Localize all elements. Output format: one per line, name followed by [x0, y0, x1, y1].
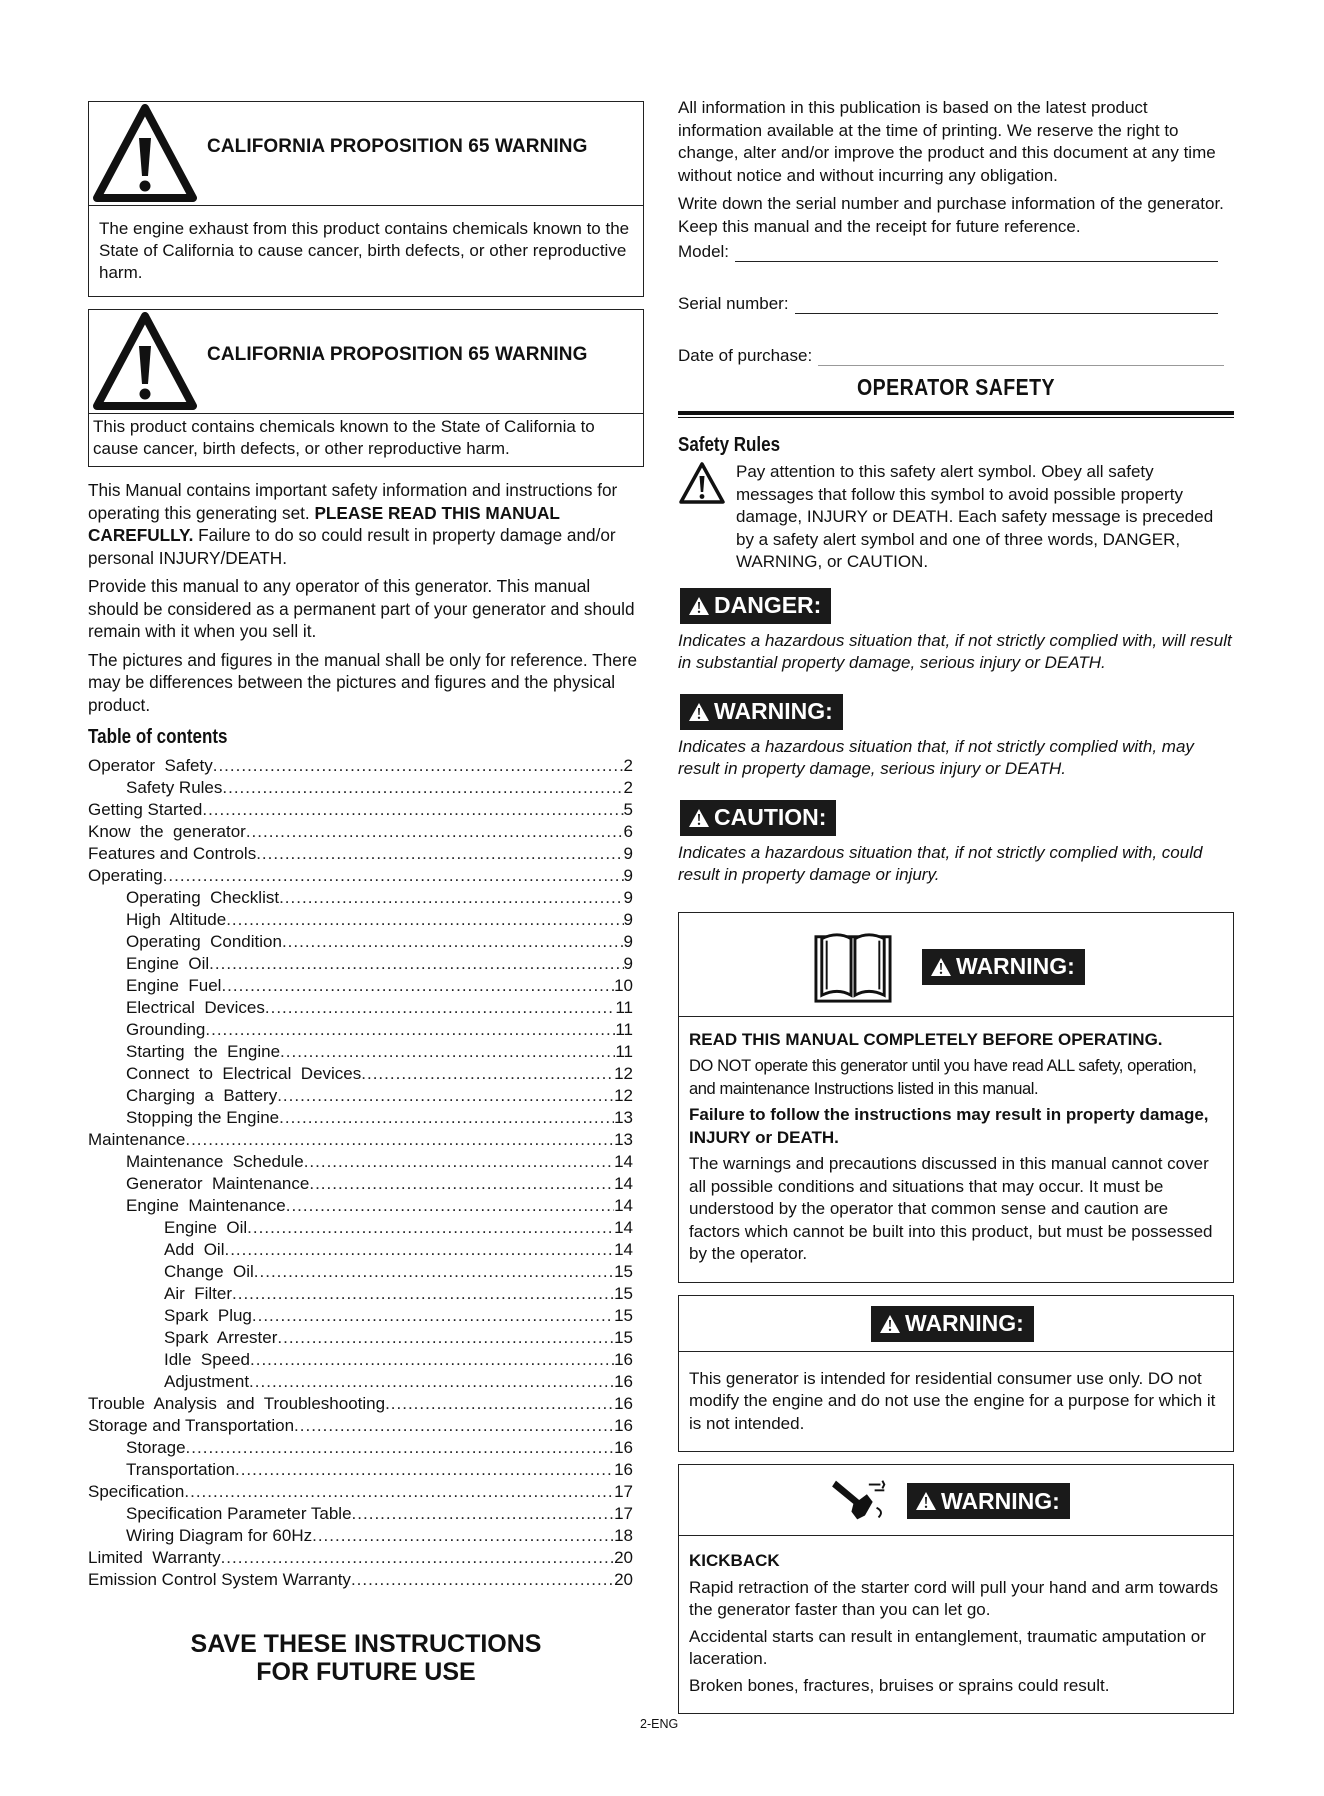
toc-entry-page: 12	[614, 1086, 633, 1105]
kickback-heading: KICKBACK	[689, 1551, 780, 1570]
serial-instructions: Write down the serial number and purchase information of the generator. Keep this manual and the receipt for future reference.	[678, 194, 1224, 236]
toc-entry-page: 16	[614, 1416, 633, 1435]
safety-alert-text: Pay attention to this safety alert symbol. Obey all safety messages that follow this symbol to avoid possible property damage, INJURY or DEATH. Each safety message is preceded by a safety alert symbol and one of three words, DANGER, WARNING, or CAUTION.	[736, 462, 1214, 571]
toc-entry	[88, 1129, 633, 1151]
toc-entry	[88, 1393, 633, 1415]
toc-entry	[88, 821, 633, 843]
toc-entry	[88, 975, 633, 997]
toc-entry-page: 6	[623, 822, 633, 841]
toc-entry	[88, 1305, 633, 1327]
alert-triangle-icon	[930, 957, 952, 977]
read-manual-warning-box	[678, 912, 1234, 1283]
warning-badge: WARNING:	[680, 694, 843, 730]
toc-entry	[88, 1547, 633, 1569]
toc-leader-dots	[352, 1503, 615, 1525]
toc-leader-dots	[250, 1349, 614, 1371]
operator-safety-title: OPERATOR SAFETY	[857, 374, 1055, 400]
intro-paragraph-2: Provide this manual to any operator of this generator. This manual should be considered as a permanent part of your generator and should remain with it when you sell it.	[88, 576, 635, 641]
alert-triangle-icon	[915, 1491, 937, 1511]
warning-block	[678, 694, 1234, 780]
toc-entry-title: Grounding	[126, 1020, 206, 1039]
toc-leader-dots	[246, 821, 624, 843]
toc-entry-page: 9	[623, 866, 633, 885]
toc-leader-dots	[209, 953, 623, 975]
toc-leader-dots	[205, 1019, 615, 1041]
toc-entry-page: 14	[614, 1196, 633, 1215]
residential-use-warning-box	[678, 1295, 1234, 1453]
serial-number-field[interactable]: Serial number:	[678, 292, 1218, 314]
danger-text: Indicates a hazardous situation that, if not strictly complied with, will result in substantial property damage, serious injury or DEATH.	[678, 630, 1232, 672]
toc-leader-dots	[294, 1415, 614, 1437]
toc-leader-dots	[235, 1459, 614, 1481]
toc-entry-title: Operator Safety	[88, 756, 213, 775]
toc-entry-title: Transportation	[126, 1460, 235, 1479]
toc-entry-title: Maintenance Schedule	[126, 1152, 304, 1171]
toc-entry-title: Specification Parameter Table	[126, 1504, 352, 1523]
toc-entry	[88, 1151, 633, 1173]
toc-entry	[88, 953, 633, 975]
toc-entry	[88, 931, 633, 953]
toc-entry	[88, 1173, 633, 1195]
toc-leader-dots	[221, 975, 614, 997]
toc-leader-dots	[249, 1371, 614, 1393]
toc-entry-page: 16	[614, 1350, 633, 1369]
toc-leader-dots	[280, 1041, 615, 1063]
toc-entry-page: 14	[614, 1152, 633, 1171]
toc-entry	[88, 909, 633, 931]
toc-entry-page: 13	[614, 1130, 633, 1149]
read-manual-consequence: Failure to follow the instructions may result in property damage, INJURY or DEATH.	[689, 1105, 1209, 1147]
toc-entry-title: Storage	[126, 1438, 186, 1457]
warning-badge: WARNING:	[871, 1306, 1034, 1342]
left-column	[88, 101, 644, 1591]
toc-entry-title: Change Oil	[164, 1262, 254, 1281]
toc-entry-page: 14	[614, 1174, 633, 1193]
toc-entry-title: Features and Controls	[88, 844, 257, 863]
kickback-text-2: Accidental starts can result in entanglement, traumatic amputation or laceration.	[689, 1626, 1206, 1668]
toc-leader-dots	[184, 1481, 614, 1503]
toc-entry-title: Storage and Transportation	[88, 1416, 295, 1435]
toc-entry	[88, 1459, 633, 1481]
toc-entry-page: 15	[614, 1328, 633, 1347]
caution-badge: CAUTION:	[680, 800, 836, 836]
toc-entry-title: Emission Control System Warranty	[88, 1570, 351, 1589]
toc-entry-page: 9	[623, 954, 633, 973]
toc-entry	[88, 755, 633, 777]
toc-entry-page: 20	[614, 1570, 633, 1589]
toc-entry	[88, 843, 633, 865]
save-instructions-banner: SAVE THESE INSTRUCTIONS FOR FUTURE USE	[190, 1630, 542, 1686]
manual-book-icon	[814, 927, 892, 1005]
danger-badge: DANGER:	[680, 588, 831, 624]
toc-entry-title: Engine Maintenance	[126, 1196, 286, 1215]
toc-entry	[88, 1569, 633, 1591]
toc-entry	[88, 997, 633, 1019]
toc-leader-dots	[221, 1547, 615, 1569]
toc-entry	[88, 1525, 633, 1547]
toc-entry-title: Trouble Analysis and Troubleshooting	[88, 1394, 386, 1413]
toc-entry-page: 16	[614, 1394, 633, 1413]
prop65-title: CALIFORNIA PROPOSITION 65 WARNING	[207, 344, 588, 365]
toc-entry-title: Limited Warranty	[88, 1548, 221, 1567]
prop65-warning-2	[88, 309, 644, 467]
read-manual-heading: READ THIS MANUAL COMPLETELY BEFORE OPERATING.	[689, 1029, 1163, 1049]
toc-entry-page: 12	[614, 1064, 633, 1083]
model-field[interactable]: Model:	[678, 240, 1218, 262]
date-of-purchase-field[interactable]: Date of purchase:	[678, 344, 1224, 366]
toc-leader-dots	[286, 1195, 614, 1217]
toc-entry	[88, 1085, 633, 1107]
toc-leader-dots	[256, 843, 623, 865]
toc-leader-dots	[312, 1525, 614, 1547]
toc-entry-title: Engine Oil	[164, 1218, 248, 1237]
toc-entry-title: Adjustment	[164, 1372, 250, 1391]
toc-leader-dots	[222, 777, 623, 799]
toc-leader-dots	[277, 1085, 614, 1107]
toc-entry-page: 9	[623, 888, 633, 907]
warning-badge: WARNING:	[907, 1483, 1070, 1519]
toc-entry-page: 16	[614, 1438, 633, 1457]
toc-leader-dots	[361, 1063, 614, 1085]
warning-triangle-icon	[93, 104, 197, 202]
toc-entry	[88, 777, 633, 799]
alert-triangle-icon	[688, 596, 710, 616]
intro-paragraph-3: The pictures and figures in the manual shall be only for reference. There may be differences between the pictures and figures and the physical product.	[88, 649, 638, 715]
toc-leader-dots	[213, 755, 624, 777]
warning-badge: WARNING:	[922, 949, 1085, 985]
toc-entry-page: 11	[615, 1042, 633, 1061]
toc-entry-title: Operating Checklist	[126, 888, 280, 907]
toc-entry-title: Engine Fuel	[126, 976, 222, 995]
toc-entry-title: Electrical Devices	[126, 998, 265, 1017]
toc-leader-dots	[279, 887, 623, 909]
toc-entry-title: Know the generator	[88, 822, 246, 841]
toc-entry-title: Add Oil	[164, 1240, 225, 1259]
toc-entry-title: Wiring Diagram for 60Hz	[126, 1526, 313, 1545]
toc-entry	[88, 1195, 633, 1217]
kickback-hand-icon	[829, 1471, 899, 1529]
prop65-title: CALIFORNIA PROPOSITION 65 WARNING	[207, 136, 588, 157]
toc-entry-title: Starting the Engine	[126, 1042, 281, 1061]
caution-text: Indicates a hazardous situation that, if not strictly complied with, could result in property damage or injury.	[678, 842, 1203, 884]
kickback-warning-box	[678, 1464, 1234, 1714]
toc-entry	[88, 1239, 633, 1261]
toc-entry-page: 2	[623, 778, 633, 797]
toc-leader-dots	[282, 931, 624, 953]
toc-entry	[88, 1217, 633, 1239]
right-column	[678, 97, 1234, 1714]
toc-leader-dots	[351, 1569, 614, 1591]
toc-leader-dots	[224, 1239, 614, 1261]
toc-entry-title: Air Filter	[164, 1284, 232, 1303]
toc-leader-dots	[265, 997, 615, 1019]
toc-heading: Table of contents	[88, 726, 228, 748]
toc-entry-title: Operating Condition	[126, 932, 282, 951]
toc-entry-title: Safety Rules	[126, 778, 223, 797]
toc-entry-page: 17	[614, 1482, 633, 1501]
toc-entry-title: Charging a Battery	[126, 1086, 278, 1105]
toc-entry-page: 15	[614, 1306, 633, 1325]
toc-entry-page: 16	[614, 1460, 633, 1479]
toc-entry-page: 2	[623, 756, 633, 775]
intro-paragraph-1: This Manual contains important safety information and instructions for operating this generating set. PLEASE READ THIS MANUAL CAREFULLY. Failure to do so could result in property damage and/or personal INJURY/DEATH.	[88, 480, 618, 568]
toc-entry-title: Stopping the Engine	[126, 1108, 280, 1127]
toc-entry-title: Maintenance	[88, 1130, 186, 1149]
toc-entry-page: 14	[614, 1240, 633, 1259]
toc-entry	[88, 1437, 633, 1459]
toc-leader-dots	[232, 1283, 614, 1305]
toc-entry-page: 15	[614, 1262, 633, 1281]
alert-triangle-icon	[688, 808, 710, 828]
toc-entry-page: 18	[614, 1526, 633, 1545]
toc-entry	[88, 1261, 633, 1283]
toc-entry-page: 11	[615, 998, 633, 1017]
toc-entry-title: Generator Maintenance	[126, 1174, 310, 1193]
toc-entry-title: Getting Started	[88, 800, 203, 819]
toc-entry	[88, 865, 633, 887]
table-of-contents	[88, 755, 633, 1591]
toc-entry-title: Spark Arrester	[164, 1328, 278, 1347]
toc-entry-title: Engine Oil	[126, 954, 210, 973]
toc-leader-dots	[252, 1305, 614, 1327]
alert-triangle-icon	[879, 1314, 901, 1334]
toc-entry-page: 20	[614, 1548, 633, 1567]
toc-leader-dots	[385, 1393, 614, 1415]
read-manual-precautions: The warnings and precautions discussed in this manual cannot cover all possible conditions and situations that may occur. It must be understood by the operator that common sense and caution are factors which cannot be built into this product, but must be possessed by the operator.	[689, 1154, 1213, 1263]
toc-entry	[88, 1327, 633, 1349]
toc-leader-dots	[202, 799, 623, 821]
toc-entry	[88, 1283, 633, 1305]
info-paragraph: All information in this publication is based on the latest product information available at the time of printing. We reserve the right to change, alter and/or improve the product and this document at any time without notice and without incurring any obligation.	[678, 98, 1216, 185]
toc-leader-dots	[186, 1437, 615, 1459]
toc-entry-page: 5	[623, 800, 633, 819]
toc-entry	[88, 1371, 633, 1393]
prop65-warning-1	[88, 101, 644, 297]
toc-entry	[88, 1503, 633, 1525]
read-manual-text: DO NOT operate this generator until you have read ALL safety, operation, and maintenance Instructions listed in this manual.	[689, 1057, 1197, 1098]
toc-entry-title: Idle Speed	[164, 1350, 251, 1369]
toc-entry	[88, 1063, 633, 1085]
toc-leader-dots	[309, 1173, 614, 1195]
safety-alert-row	[678, 461, 1234, 574]
toc-leader-dots	[226, 909, 623, 931]
alert-triangle-icon	[688, 702, 710, 722]
safety-rules-heading: Safety Rules	[678, 434, 781, 456]
toc-leader-dots	[254, 1261, 614, 1283]
toc-entry-title: Specification	[88, 1482, 185, 1501]
kickback-text-1: Rapid retraction of the starter cord will pull your hand and arm towards the generator faster than you can let go.	[689, 1577, 1219, 1619]
toc-entry	[88, 1349, 633, 1371]
section-divider	[678, 411, 1234, 418]
toc-entry-page: 15	[614, 1284, 633, 1303]
warning-text: Indicates a hazardous situation that, if not strictly complied with, may result in property damage, serious injury or DEATH.	[678, 736, 1194, 778]
toc-entry	[88, 1041, 633, 1063]
toc-entry	[88, 887, 633, 909]
toc-entry-page: 13	[614, 1108, 633, 1127]
kickback-text-3: Broken bones, fractures, bruises or sprains could result.	[689, 1675, 1110, 1695]
toc-entry-page: 11	[615, 1020, 633, 1039]
prop65-body: The engine exhaust from this product contains chemicals known to the State of California to cause cancer, birth defects, or other reproductive harm.	[99, 219, 630, 282]
caution-block	[678, 800, 1234, 886]
toc-entry-title: High Altitude	[126, 910, 227, 929]
toc-leader-dots	[247, 1217, 614, 1239]
residential-use-text: This generator is intended for residential consumer use only. DO not modify the engine and do not use the engine for a purpose for which it is not intended.	[689, 1368, 1216, 1433]
prop65-body: This product contains chemicals known to the State of California to cause cancer, birth defects, or other reproductive harm.	[93, 417, 595, 458]
toc-entry-page: 9	[623, 932, 633, 951]
toc-entry	[88, 1107, 633, 1129]
toc-leader-dots	[277, 1327, 614, 1349]
toc-leader-dots	[279, 1107, 614, 1129]
toc-entry	[88, 1481, 633, 1503]
warning-triangle-icon	[93, 312, 197, 410]
toc-leader-dots	[304, 1151, 614, 1173]
toc-entry-page: 9	[623, 910, 633, 929]
toc-entry-page: 9	[623, 844, 633, 863]
toc-entry	[88, 799, 633, 821]
safety-alert-symbol-icon	[678, 461, 726, 505]
toc-entry-page: 10	[614, 976, 633, 995]
danger-block	[678, 588, 1234, 674]
page-number: 2-ENG	[640, 1717, 679, 1731]
toc-entry-title: Connect to Electrical Devices	[126, 1064, 362, 1083]
toc-entry	[88, 1019, 633, 1041]
toc-entry	[88, 1415, 633, 1437]
toc-entry-page: 16	[614, 1372, 633, 1391]
toc-entry-title: Spark Plug	[164, 1306, 252, 1325]
toc-entry-page: 17	[614, 1504, 633, 1523]
toc-entry-title: Operating	[88, 866, 163, 885]
toc-leader-dots	[185, 1129, 614, 1151]
toc-entry-page: 14	[614, 1218, 633, 1237]
toc-leader-dots	[163, 865, 624, 887]
